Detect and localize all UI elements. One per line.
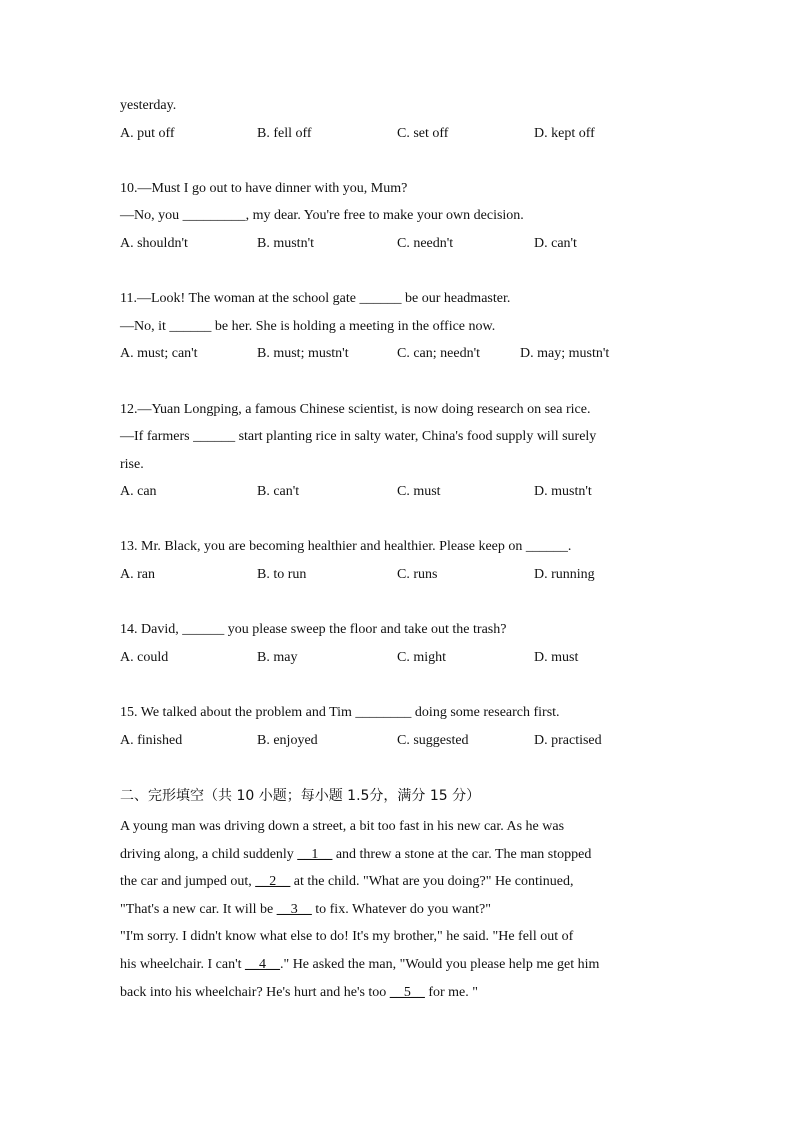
q15-option-d: D. practised <box>534 733 602 748</box>
q15-option-a: A. finished <box>120 733 183 748</box>
q13-question: 13. Mr. Black, you are becoming healthier and healthier. Please keep on ______. <box>120 539 572 554</box>
q14-option-d: D. must <box>534 650 579 665</box>
q11-options <box>0 345 794 363</box>
q13-option-d: D. running <box>534 567 595 582</box>
q14-option-c: C. might <box>397 650 447 665</box>
q11-question: 11.—Look! The woman at the school gate ______ be our headmaster. <box>120 291 511 306</box>
q10-option-b: B. mustn't <box>257 236 314 251</box>
passage-line: driving along, a child suddenly __1__ and threw a stone at the car. The man stopped <box>120 847 592 862</box>
q12-options <box>0 483 794 501</box>
q9-option-d: D. kept off <box>534 126 595 141</box>
passage-line: the car and jumped out, __2__ at the child. "What are you doing?" He continued, <box>120 874 574 889</box>
passage-line: back into his wheelchair? He's hurt and he's too __5__ for me. " <box>120 985 478 1000</box>
q12-option-d: D. mustn't <box>534 484 592 499</box>
q10-option-d: D. can't <box>534 236 577 251</box>
q12-response-cont: rise. <box>120 457 144 472</box>
q11-response: —No, it ______ be her. She is holding a meeting in the office now. <box>120 319 496 334</box>
q11-option-b: B. must; mustn't <box>257 346 349 361</box>
q14-option-a: A. could <box>120 650 169 665</box>
q11-option-d: D. may; mustn't <box>520 346 610 361</box>
q13-option-b: B. to run <box>257 567 307 582</box>
q10-question: 10.—Must I go out to have dinner with you, Mum? <box>120 181 408 196</box>
q12-option-a: A. can <box>120 484 157 499</box>
blank-3: __3__ <box>276 902 312 917</box>
q11-option-c: C. can; needn't <box>397 346 480 361</box>
passage-line: A young man was driving down a street, a bit too fast in his new car. As he was <box>120 819 565 834</box>
q12-option-b: B. can't <box>257 484 300 499</box>
q10-response: —No, you _________, my dear. You're free to make your own decision. <box>120 208 524 223</box>
q14-options <box>0 649 794 667</box>
q15-option-b: B. enjoyed <box>257 733 318 748</box>
q14-question: 14. David, ______ you please sweep the floor and take out the trash? <box>120 622 507 637</box>
section-title-cloze: 二、完形填空（共 10 小题；每小题 1.5分，满分 15 分） <box>120 788 481 804</box>
q11-option-a: A. must; can't <box>120 346 198 361</box>
q13-options <box>0 566 794 584</box>
q13-option-a: A. ran <box>120 567 155 582</box>
blank-4: __4__ <box>244 957 280 972</box>
q13-option-c: C. runs <box>397 567 438 582</box>
q15-question: 15. We talked about the problem and Tim ________ doing some research first. <box>120 705 560 720</box>
q10-options <box>0 235 794 253</box>
q12-question: 12.—Yuan Longping, a famous Chinese scientist, is now doing research on sea rice. <box>120 402 591 417</box>
q10-option-c: C. needn't <box>397 236 454 251</box>
q9-option-c: C. set off <box>397 126 449 141</box>
blank-5: __5__ <box>389 985 425 1000</box>
passage-line: "I'm sorry. I didn't know what else to do! It's my brother," he said. "He fell out of <box>120 929 574 944</box>
blank-2: __2__ <box>255 874 291 889</box>
q9-tail: yesterday. <box>120 98 177 113</box>
q12-option-c: C. must <box>397 484 441 499</box>
q10-option-a: A. shouldn't <box>120 236 188 251</box>
q9-option-b: B. fell off <box>257 126 312 141</box>
blank-1: __1__ <box>297 847 333 862</box>
q15-options <box>0 732 794 750</box>
passage-line: his wheelchair. I can't __4__." He asked the man, "Would you please help me get him <box>120 957 600 972</box>
q15-option-c: C. suggested <box>397 733 469 748</box>
passage-line: "That's a new car. It will be __3__ to fix. Whatever do you want?" <box>120 902 491 917</box>
q12-response: —If farmers ______ start planting rice in salty water, China's food supply will surely <box>120 429 597 444</box>
q9-options <box>0 125 794 143</box>
q9-option-a: A. put off <box>120 126 175 141</box>
q14-option-b: B. may <box>257 650 298 665</box>
